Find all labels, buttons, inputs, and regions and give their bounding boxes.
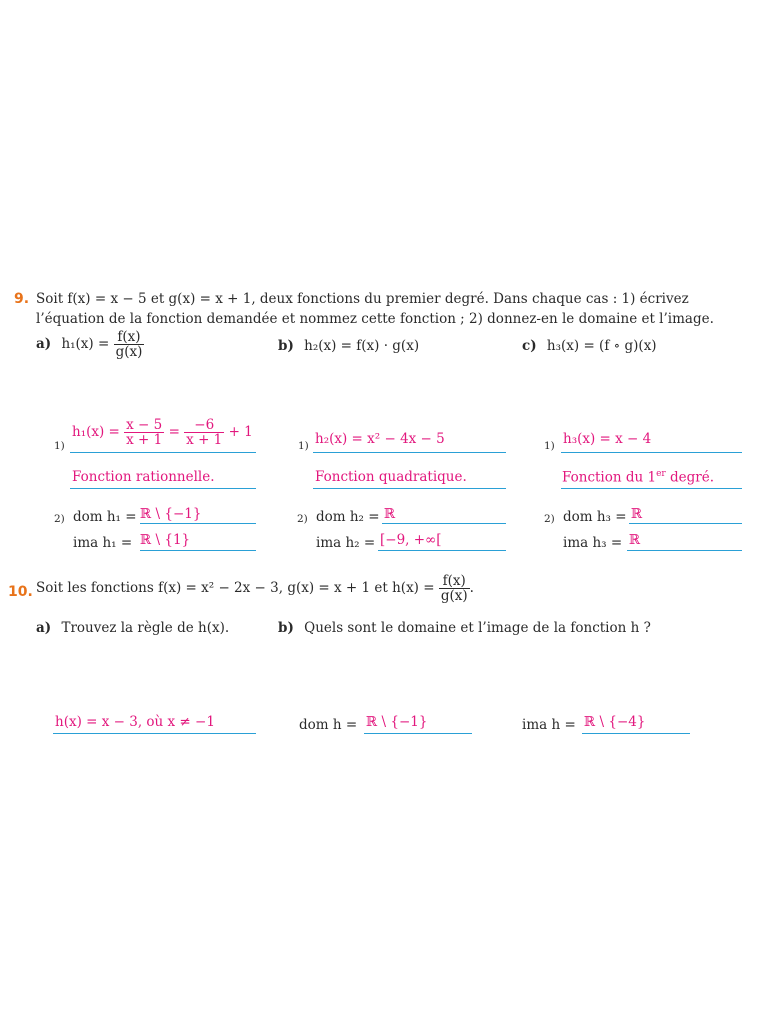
function-name-b: Fonction quadratique. (315, 469, 467, 485)
fraction-numerator: x − 5 (126, 417, 163, 433)
part-c (522, 338, 657, 354)
ima-value-c: ℝ (629, 532, 641, 548)
name-superscript: er (656, 469, 666, 479)
part-letter: a) (36, 336, 52, 353)
answer-line (382, 523, 506, 524)
dom-label-a: dom h₁ = (73, 509, 137, 525)
part-expression: h₃(x) = (f ∘ g)(x) (546, 338, 657, 354)
answer-line (313, 488, 506, 489)
statement-text: . (469, 580, 474, 597)
part-letter: b) (278, 338, 294, 354)
answer-line (70, 452, 256, 453)
step-2-label: 2) (544, 513, 555, 525)
answer-line (53, 733, 256, 734)
part-expression: h₂(x) = f(x) · g(x) (304, 338, 420, 354)
ima-value-b: [−9, +∞[ (380, 532, 442, 548)
ima-label-c: ima h₃ = (563, 535, 623, 551)
part-letter: c) (522, 338, 537, 354)
ima-label-b: ima h₂ = (316, 535, 376, 551)
name-text: Fonction du 1 (562, 469, 657, 486)
exercise-number: 9. (14, 291, 30, 307)
step-1-label: 1) (298, 440, 309, 452)
fraction (439, 574, 470, 603)
fraction-numerator: f(x) (439, 574, 470, 589)
fraction-denominator: g(x) (440, 588, 468, 605)
ima-label: ima h = (522, 717, 576, 733)
part-expression: h₁(x) = (61, 336, 110, 353)
fraction-denominator: x + 1 (126, 432, 163, 449)
part-a (36, 620, 229, 636)
ima-value-a: ℝ \ {1} (140, 532, 191, 548)
answer-line (561, 452, 742, 453)
step-1-label: 1) (54, 440, 65, 452)
fraction (114, 330, 145, 359)
equation-lhs: h₁(x) = (72, 424, 120, 441)
part-text: Quels sont le domaine et l’image de la fonction h ? (304, 620, 651, 636)
answer-line (140, 523, 256, 524)
equation-tail: + 1 (228, 424, 253, 441)
answer-line (629, 523, 742, 524)
answer-line (70, 488, 256, 489)
function-name-c (562, 469, 714, 486)
statement-line-2: l’équation de la fonction demandée et nommez cette fonction ; 2) donnez-en le domaine et l’image. (36, 311, 714, 327)
answer-line (561, 488, 742, 489)
dom-label-b: dom h₂ = (316, 509, 380, 525)
part-a (36, 330, 144, 359)
fraction-numerator: f(x) (114, 330, 145, 345)
statement-text: Soit les fonctions f(x) = x² − 2x − 3, g(x) = x + 1 et h(x) = (36, 580, 435, 597)
answer-line (582, 733, 690, 734)
part-b (278, 620, 651, 636)
dom-value-a: ℝ \ {−1} (140, 506, 202, 522)
function-name-a: Fonction rationnelle. (72, 469, 215, 485)
step-2-label: 2) (297, 513, 308, 525)
answer-line (364, 733, 472, 734)
step-1-label: 1) (544, 440, 555, 452)
step-2-label: 2) (54, 513, 65, 525)
dom-value: ℝ \ {−1} (366, 714, 428, 730)
answer-line (140, 550, 256, 551)
part-text: Trouvez la règle de h(x). (61, 620, 230, 636)
equals: = (168, 424, 180, 441)
part-letter: b) (278, 620, 294, 636)
statement-line-1: Soit f(x) = x − 5 et g(x) = x + 1, deux fonctions du premier degré. Dans chaque cas : 1) écrivez (36, 291, 689, 307)
dom-value-b: ℝ (384, 506, 396, 522)
exercise-number: 10. (8, 584, 33, 600)
statement (36, 574, 474, 603)
dom-value-c: ℝ (631, 506, 643, 522)
part-b (278, 338, 419, 354)
answer-line (313, 452, 506, 453)
ima-value: ℝ \ {−4} (584, 714, 646, 730)
name-text: degré. (665, 469, 715, 486)
answer-equation-a (72, 418, 253, 447)
dom-label-c: dom h₃ = (563, 509, 627, 525)
fraction-denominator: g(x) (115, 344, 143, 361)
answer-line (627, 550, 742, 551)
answer-line (378, 550, 506, 551)
answer-equation-c: h₃(x) = x − 4 (563, 431, 652, 447)
answer-rule: h(x) = x − 3, où x ≠ −1 (55, 714, 215, 730)
fraction-numerator: −6 (184, 418, 224, 433)
fraction (184, 418, 224, 447)
fraction-denominator: x + 1 (186, 432, 223, 449)
ima-label-a: ima h₁ = (73, 535, 133, 551)
dom-label: dom h = (299, 717, 358, 733)
answer-equation-b: h₂(x) = x² − 4x − 5 (315, 431, 445, 447)
fraction (124, 418, 164, 447)
part-letter: a) (36, 620, 52, 636)
